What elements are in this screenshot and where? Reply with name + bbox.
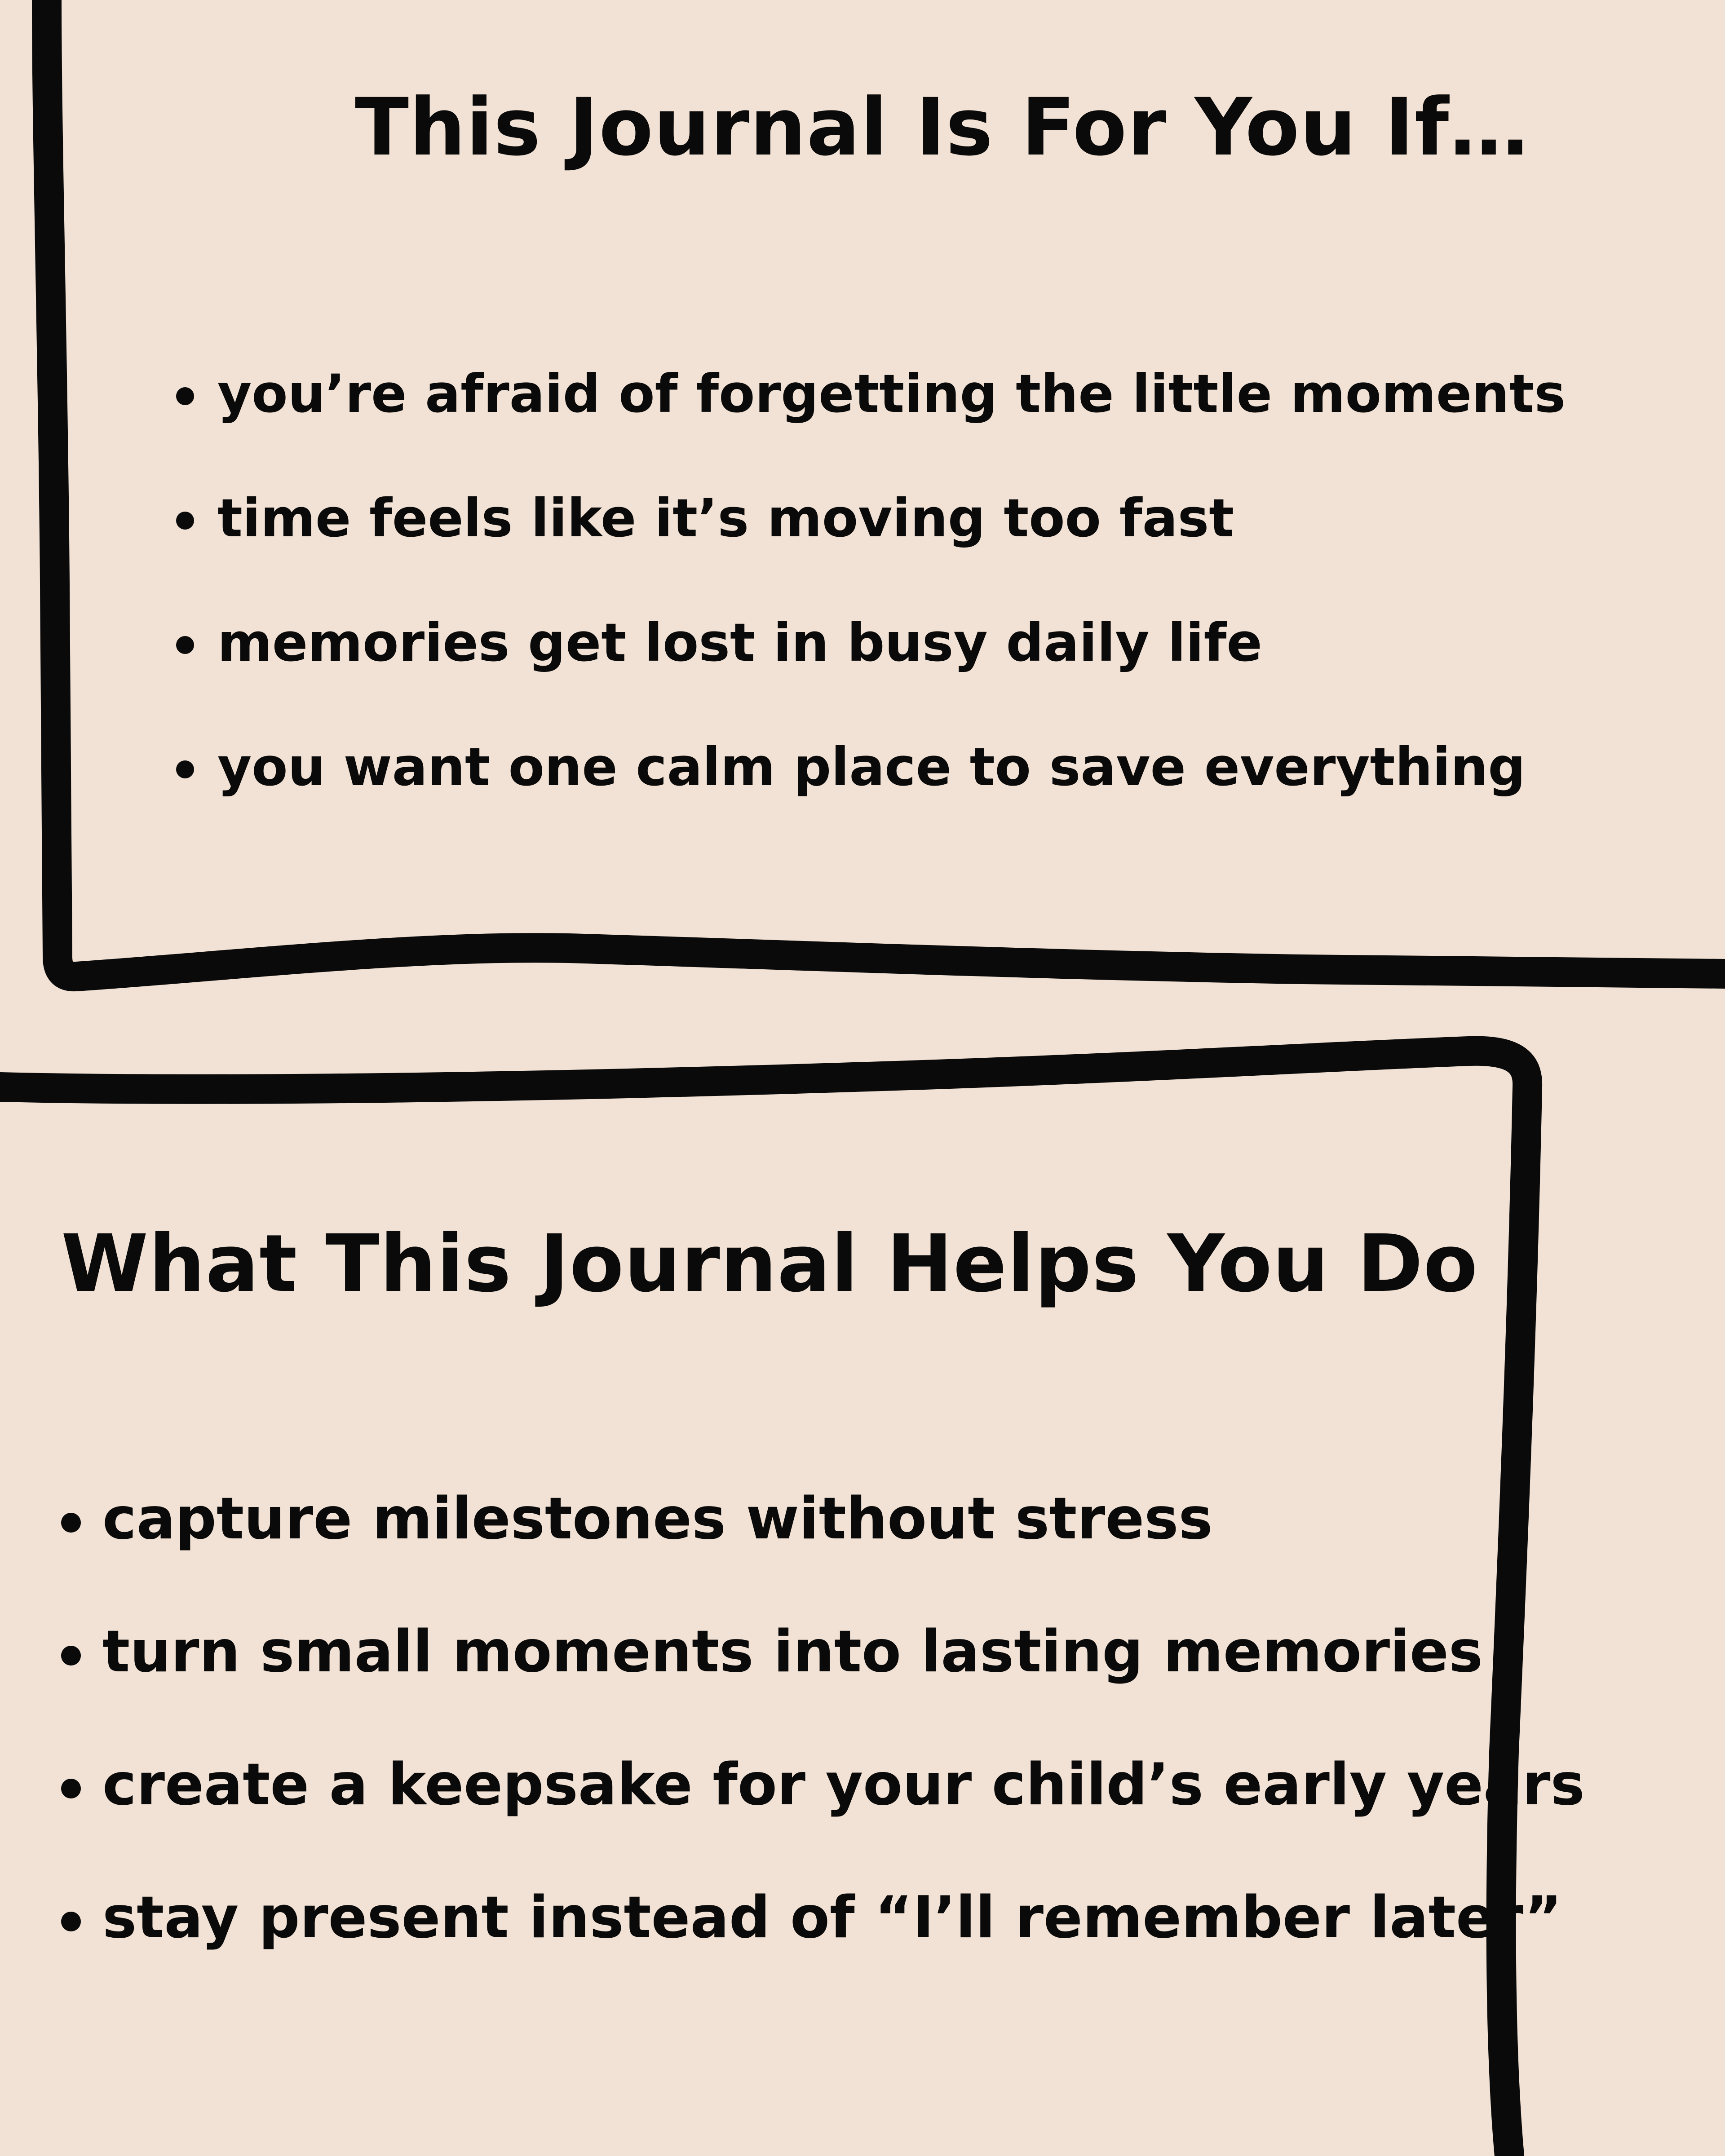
bullet-icon: [61, 1779, 81, 1798]
list-item-text: you’re afraid of forgetting the little moments: [217, 363, 1566, 424]
bottom-frame-line: [0, 1051, 1527, 2156]
list-item-text: you want one calm place to save everything: [217, 736, 1526, 798]
section-2-heading: What This Journal Helps You Do: [61, 1218, 1478, 1310]
section-1-heading: This Journal Is For You If…: [355, 81, 1529, 173]
bullet-icon: [176, 387, 194, 405]
list-item-text: capture milestones without stress: [102, 1485, 1213, 1552]
list-item-text: create a keepsake for your child’s early years: [102, 1751, 1585, 1818]
list-item-text: stay present instead of “I’ll remember later”: [102, 1884, 1562, 1951]
bullet-icon: [61, 1646, 81, 1666]
list-item-text: memories get lost in busy daily life: [217, 612, 1262, 673]
bullet-icon: [176, 760, 194, 778]
bullet-icon: [176, 512, 194, 530]
list-item-text: time feels like it’s moving too fast: [217, 487, 1234, 549]
bullet-icon: [61, 1912, 81, 1931]
list-item-text: turn small moments into lasting memories: [102, 1618, 1483, 1685]
bullet-icon: [61, 1513, 81, 1533]
bullet-icon: [176, 636, 194, 654]
